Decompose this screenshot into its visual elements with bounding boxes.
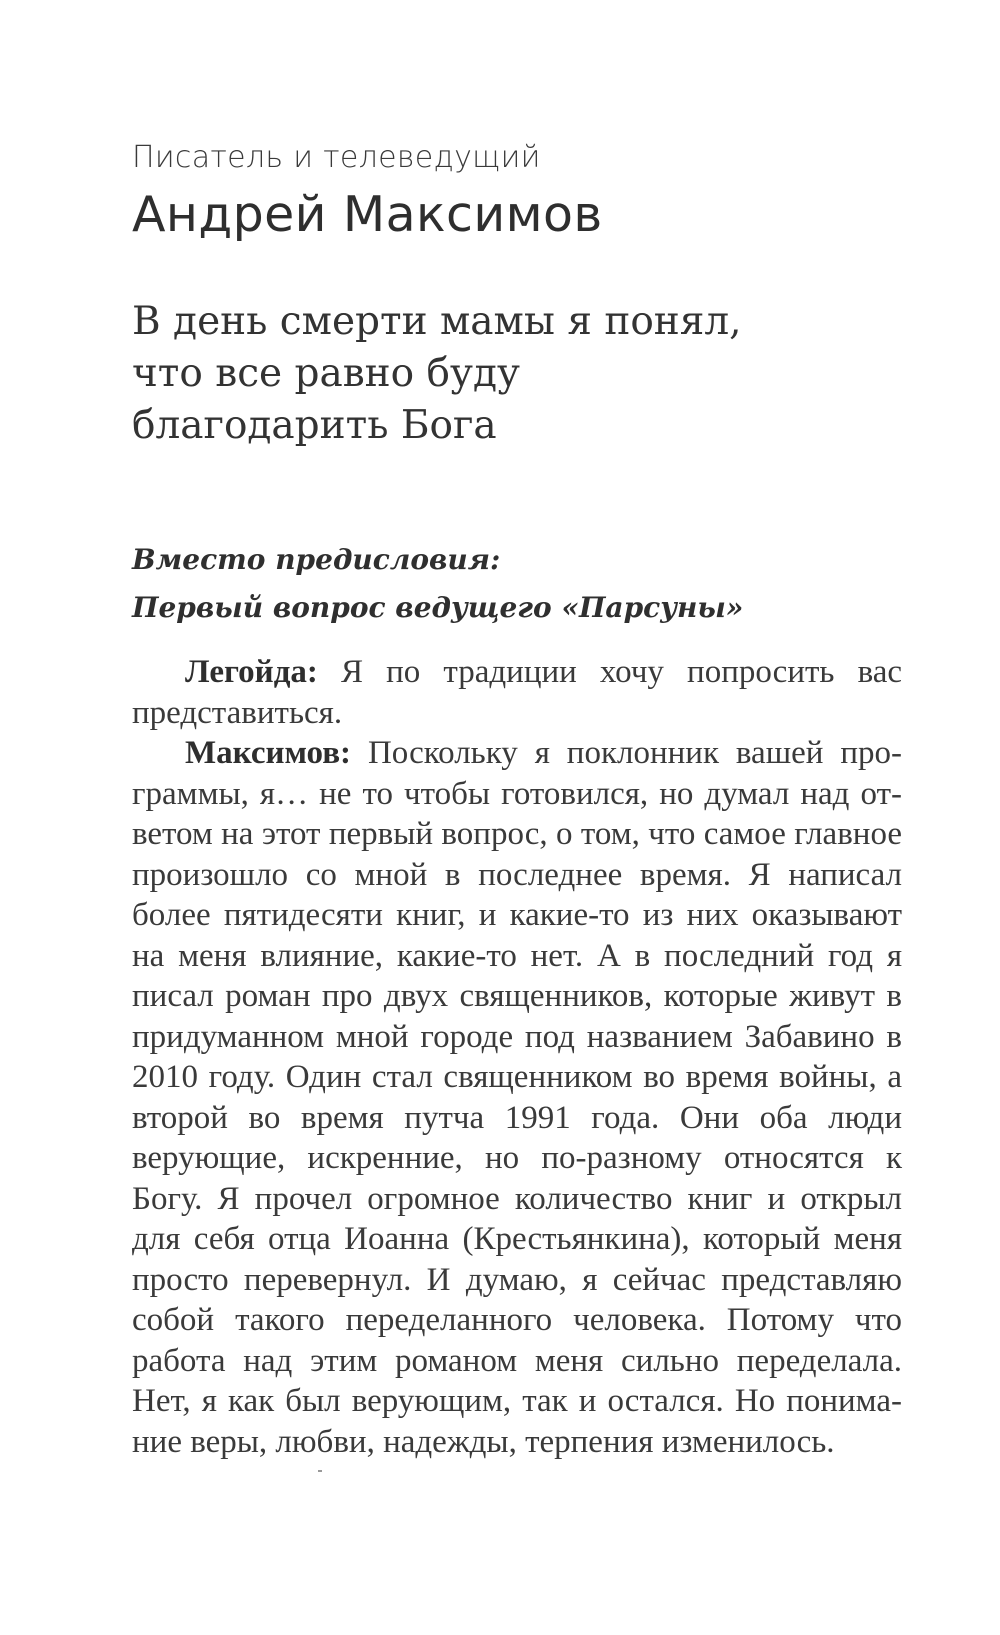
speaker-name: Максимов: — [185, 735, 352, 771]
chapter-title — [132, 296, 742, 452]
speech-text: Я по традиции хочу попросить вас представиться. — [132, 654, 903, 731]
print-speck — [318, 1470, 322, 1472]
dialogue-paragraph — [132, 652, 902, 733]
section-heading — [132, 536, 743, 632]
dialogue-paragraph — [132, 733, 902, 1462]
author-subtitle: Писатель и телеведущий — [132, 140, 541, 175]
author-name: Андрей Максимов — [132, 186, 603, 243]
chapter-title-line: В день смерти мамы я понял, — [132, 299, 742, 344]
speech-text: Поскольку я поклонник вашей программы, я… не то чтобы готовился, но думал над ответом на этот первый вопрос, о том, что самое главное произошло со мной в последнее время. Я написал более пятидесяти книг, и какие-то из них оказывают на меня влияние, какие-то нет. А в последний год я писал роман про двух священников, которые живут в придуманном мной городе под названием Забавино в 2010 году. Один стал священником во время войны, а второй во время путча 1991 года. Они оба люди верующие, искренние, но по-разному относятся к Богу. Я прочел огромное количество книг и открыл для себя отца Иоанна (Крестьянкина), который меня просто перевернул. И думаю, я сейчас представляю собой такого переделанного человека. Потому что работа над этим романом меня сильно переделала. Нет, я как был верующим, так и остался. Но понимание веры, любви, надежды, терпения изменилось. — [132, 735, 902, 1460]
chapter-title-line: благодарить Бога — [132, 403, 497, 448]
speaker-name: Легойда: — [185, 654, 318, 690]
section-heading-line: Вместо предисловия: — [132, 543, 501, 576]
section-heading-line: Первый вопрос ведущего «Парсуны» — [132, 591, 744, 624]
dialogue-text — [132, 652, 902, 1462]
chapter-title-line: что все равно буду — [132, 351, 520, 396]
